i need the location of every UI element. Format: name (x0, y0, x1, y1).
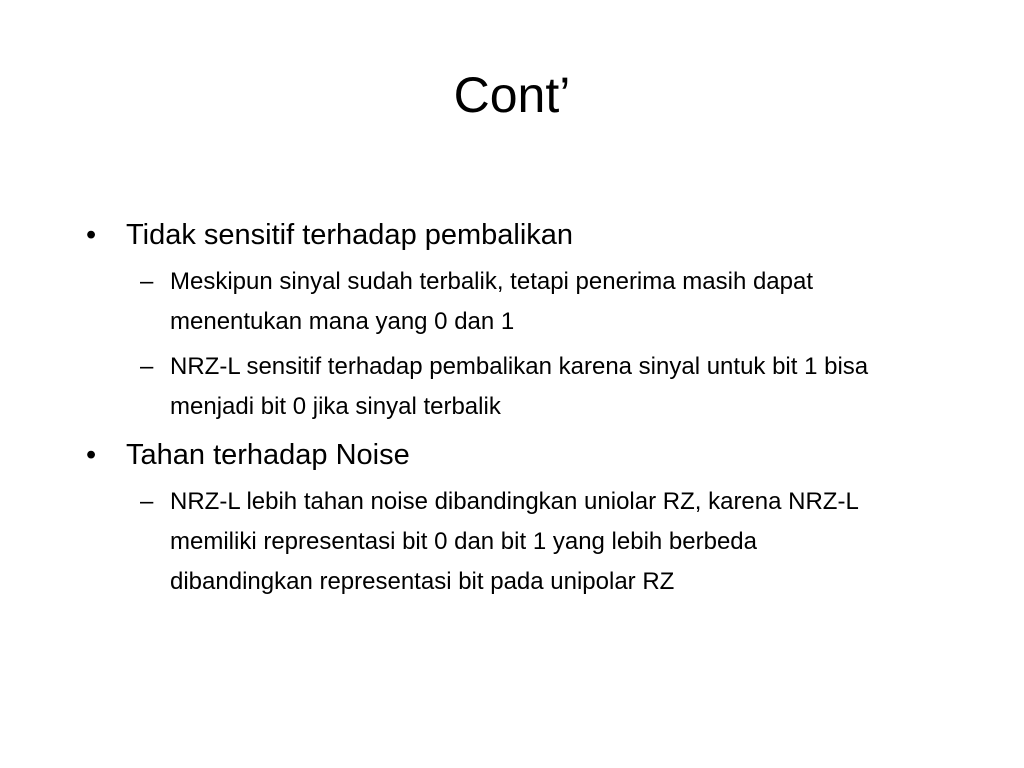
bullet-marker: • (86, 439, 97, 471)
dash-marker: – (140, 353, 154, 380)
bullet-marker: • (86, 219, 97, 251)
sub-bullet-text: Meskipun sinyal sudah terbalik, tetapi penerima masih dapat menentukan mana yang 0 dan 1 (170, 268, 814, 335)
bullet-text: Tidak sensitif terhadap pembalikan (126, 219, 574, 251)
sub-bullet-text: NRZ-L sensitif terhadap pembalikan karena sinyal untuk bit 1 bisa menjadi bit 0 jika sinyal terbalik (170, 353, 869, 420)
sub-bullet-item (130, 262, 930, 342)
sub-bullet-item (130, 347, 870, 427)
bullet-group-2 (86, 432, 946, 602)
bullet-item (86, 432, 946, 478)
bullet-item (86, 212, 946, 258)
slide-title: Cont’ (453, 67, 571, 123)
sub-bullet-item (130, 482, 870, 602)
bullet-text: Tahan terhadap Noise (126, 439, 410, 471)
sub-bullet-text: NRZ-L lebih tahan noise dibandingkan uniolar RZ, karena NRZ-L memiliki representasi bit 0 dan bit 1 yang lebih berbeda dibandingkan representasi bit pada unipolar RZ (170, 488, 858, 595)
dash-marker: – (140, 488, 154, 515)
dash-marker: – (140, 268, 154, 295)
slide-content (86, 212, 946, 607)
bullet-group-1 (86, 212, 946, 427)
